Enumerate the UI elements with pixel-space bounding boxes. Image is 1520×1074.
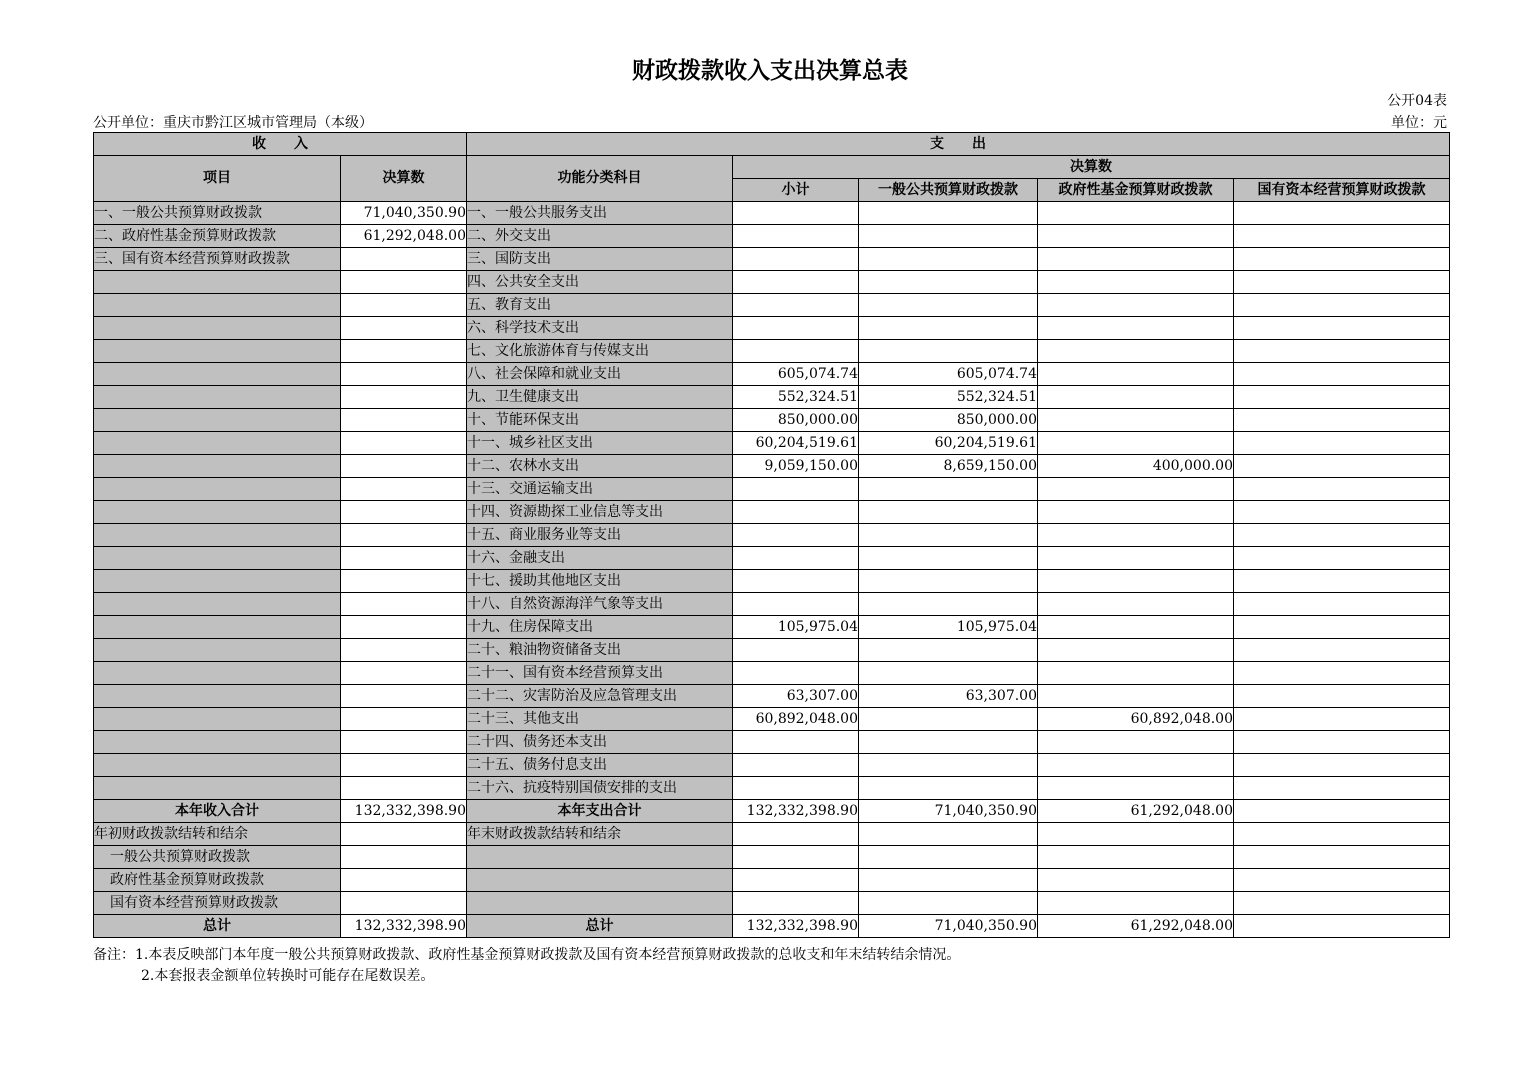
expense-state-capital — [1234, 524, 1450, 547]
table-row — [94, 386, 1450, 409]
table-row — [94, 409, 1450, 432]
carryover-expense-item — [467, 846, 733, 869]
income-total-amount: 132,332,398.90 — [341, 800, 467, 823]
expense-general — [859, 639, 1038, 662]
table-row — [94, 478, 1450, 501]
carryover-income-item: 年初财政拨款结转和结余 — [94, 823, 341, 846]
income-item — [94, 685, 341, 708]
income-item: 二、政府性基金预算财政拨款 — [94, 225, 341, 248]
income-item — [94, 455, 341, 478]
carryover-fund — [1038, 892, 1234, 915]
income-item — [94, 478, 341, 501]
expense-general — [859, 225, 1038, 248]
expense-fund — [1038, 432, 1234, 455]
income-amount: 71,040,350.90 — [341, 202, 467, 225]
expense-general — [859, 708, 1038, 731]
expense-subtotal: 552,324.51 — [733, 386, 859, 409]
expense-item: 七、文化旅游体育与传媒支出 — [467, 340, 733, 363]
expense-fund — [1038, 616, 1234, 639]
income-item — [94, 432, 341, 455]
income-amount — [341, 455, 467, 478]
note-1: 备注：1.本表反映部门本年度一般公共预算财政拨款、政府性基金预算财政拨款及国有资本经营预算财政拨款的总收支和年末结转结余情况。 — [93, 947, 961, 963]
table-row — [94, 202, 1450, 225]
header-row-1 — [94, 133, 1450, 156]
table-row — [94, 685, 1450, 708]
carryover-income-item: 一般公共预算财政拨款 — [94, 846, 341, 869]
expense-item: 二十三、其他支出 — [467, 708, 733, 731]
expense-subtotal — [733, 501, 859, 524]
carryover-expense-item — [467, 892, 733, 915]
expense-fund — [1038, 386, 1234, 409]
expense-fund — [1038, 570, 1234, 593]
income-amount — [341, 685, 467, 708]
carryover-general — [859, 846, 1038, 869]
table-row — [94, 225, 1450, 248]
carryover-expense-item — [467, 869, 733, 892]
expense-general — [859, 593, 1038, 616]
carryover-income-amount — [341, 869, 467, 892]
carryover-state-capital — [1234, 846, 1450, 869]
expense-general: 552,324.51 — [859, 386, 1038, 409]
expense-subtotal: 60,892,048.00 — [733, 708, 859, 731]
unit-row — [93, 112, 1447, 132]
expense-subtotal — [733, 294, 859, 317]
expense-item: 十四、资源勘探工业信息等支出 — [467, 501, 733, 524]
table-row — [94, 662, 1450, 685]
table-row — [94, 271, 1450, 294]
expense-state-capital — [1234, 731, 1450, 754]
expense-general — [859, 547, 1038, 570]
expense-item: 二、外交支出 — [467, 225, 733, 248]
income-item — [94, 363, 341, 386]
expense-item: 九、卫生健康支出 — [467, 386, 733, 409]
expense-item: 八、社会保障和就业支出 — [467, 363, 733, 386]
expense-fund — [1038, 777, 1234, 800]
income-amount — [341, 248, 467, 271]
carryover-row — [94, 892, 1450, 915]
expense-subtotal — [733, 271, 859, 294]
expense-state-capital — [1234, 593, 1450, 616]
carryover-general — [859, 892, 1038, 915]
table-number: 公开04表 — [1387, 93, 1447, 109]
carryover-income-item: 政府性基金预算财政拨款 — [94, 869, 341, 892]
income-amount — [341, 363, 467, 386]
expense-subtotal — [733, 524, 859, 547]
income-item — [94, 593, 341, 616]
expense-item: 十六、金融支出 — [467, 547, 733, 570]
table-row — [94, 616, 1450, 639]
expense-state-capital — [1234, 248, 1450, 271]
expense-fund — [1038, 409, 1234, 432]
expense-general — [859, 777, 1038, 800]
expense-state-capital — [1234, 547, 1450, 570]
expense-subtotal — [733, 570, 859, 593]
expense-item: 二十二、灾害防治及应急管理支出 — [467, 685, 733, 708]
expense-fund: 60,892,048.00 — [1038, 708, 1234, 731]
expense-fund — [1038, 317, 1234, 340]
expense-general — [859, 248, 1038, 271]
expense-subtotal: 63,307.00 — [733, 685, 859, 708]
expense-item: 六、科学技术支出 — [467, 317, 733, 340]
income-amount — [341, 593, 467, 616]
expense-fund — [1038, 478, 1234, 501]
expense-general: 105,975.04 — [859, 616, 1038, 639]
income-amount — [341, 271, 467, 294]
expense-state-capital — [1234, 409, 1450, 432]
expense-item: 十五、商业服务业等支出 — [467, 524, 733, 547]
expense-state-capital — [1234, 363, 1450, 386]
table-row — [94, 363, 1450, 386]
expense-general: 8,659,150.00 — [859, 455, 1038, 478]
expense-state-capital — [1234, 685, 1450, 708]
expense-general — [859, 294, 1038, 317]
expense-fund — [1038, 363, 1234, 386]
income-total-label: 总计 — [94, 915, 341, 938]
income-item — [94, 317, 341, 340]
expense-item: 二十、粮油物资储备支出 — [467, 639, 733, 662]
state-capital-header: 国有资本经营预算财政拨款 — [1234, 179, 1450, 202]
income-amount — [341, 294, 467, 317]
income-total-label: 本年收入合计 — [94, 800, 341, 823]
income-amount — [341, 317, 467, 340]
carryover-fund — [1038, 846, 1234, 869]
expense-state-capital — [1234, 317, 1450, 340]
expense-item: 十九、住房保障支出 — [467, 616, 733, 639]
income-item — [94, 570, 341, 593]
notes — [93, 945, 960, 987]
expense-fund: 400,000.00 — [1038, 455, 1234, 478]
expense-total-subtotal: 132,332,398.90 — [733, 800, 859, 823]
table-row — [94, 294, 1450, 317]
expense-subtotal: 105,975.04 — [733, 616, 859, 639]
income-amount — [341, 662, 467, 685]
income-item — [94, 662, 341, 685]
income-item: 一、一般公共预算财政拨款 — [94, 202, 341, 225]
income-amount — [341, 524, 467, 547]
carryover-state-capital — [1234, 869, 1450, 892]
income-header: 收 入 — [94, 133, 467, 156]
income-amount — [341, 570, 467, 593]
carryover-income-item: 国有资本经营预算财政拨款 — [94, 892, 341, 915]
carryover-row — [94, 846, 1450, 869]
expense-state-capital — [1234, 202, 1450, 225]
page-title: 财政拨款收入支出决算总表 — [632, 58, 908, 84]
expense-subtotal: 9,059,150.00 — [733, 455, 859, 478]
currency-unit: 单位：元 — [1391, 115, 1447, 131]
income-amount — [341, 386, 467, 409]
expense-subtotal — [733, 202, 859, 225]
final-amount-header: 决算数 — [341, 156, 467, 202]
expense-total-general: 71,040,350.90 — [859, 915, 1038, 938]
income-amount — [341, 639, 467, 662]
expense-item: 十、节能环保支出 — [467, 409, 733, 432]
income-item — [94, 524, 341, 547]
header-row-2 — [94, 156, 1450, 179]
expense-fund — [1038, 248, 1234, 271]
expense-state-capital — [1234, 501, 1450, 524]
budget-summary-table — [93, 132, 1450, 938]
grand-total-row — [94, 915, 1450, 938]
expense-state-capital — [1234, 570, 1450, 593]
income-item — [94, 616, 341, 639]
table-row — [94, 248, 1450, 271]
expense-general — [859, 731, 1038, 754]
expense-general — [859, 662, 1038, 685]
income-amount: 61,292,048.00 — [341, 225, 467, 248]
final-amount-group-header: 决算数 — [733, 156, 1450, 179]
income-item — [94, 271, 341, 294]
carryover-expense-item: 年末财政拨款结转和结余 — [467, 823, 733, 846]
expense-item: 二十六、抗疫特别国债安排的支出 — [467, 777, 733, 800]
expense-item: 十八、自然资源海洋气象等支出 — [467, 593, 733, 616]
expense-subtotal — [733, 478, 859, 501]
expense-state-capital — [1234, 432, 1450, 455]
expense-total-general: 71,040,350.90 — [859, 800, 1038, 823]
reporting-organization: 公开单位：重庆市黔江区城市管理局（本级） — [93, 115, 373, 131]
expense-item: 二十四、债务还本支出 — [467, 731, 733, 754]
income-item — [94, 639, 341, 662]
expense-general — [859, 570, 1038, 593]
expense-general — [859, 202, 1038, 225]
expense-general — [859, 754, 1038, 777]
carryover-state-capital — [1234, 892, 1450, 915]
expense-item: 二十五、债务付息支出 — [467, 754, 733, 777]
expense-total-label: 本年支出合计 — [467, 800, 733, 823]
carryover-fund — [1038, 823, 1234, 846]
expense-fund — [1038, 662, 1234, 685]
table-row — [94, 639, 1450, 662]
function-class-header: 功能分类科目 — [467, 156, 733, 202]
expense-state-capital — [1234, 754, 1450, 777]
expense-subtotal — [733, 639, 859, 662]
expense-subtotal: 850,000.00 — [733, 409, 859, 432]
expense-state-capital — [1234, 662, 1450, 685]
income-amount — [341, 340, 467, 363]
income-item — [94, 547, 341, 570]
carryover-subtotal — [733, 869, 859, 892]
income-item — [94, 386, 341, 409]
table-row — [94, 340, 1450, 363]
income-total-amount: 132,332,398.90 — [341, 915, 467, 938]
income-item: 三、国有资本经营预算财政拨款 — [94, 248, 341, 271]
income-amount — [341, 409, 467, 432]
expense-fund — [1038, 731, 1234, 754]
expense-fund — [1038, 754, 1234, 777]
carryover-subtotal — [733, 823, 859, 846]
expense-state-capital — [1234, 340, 1450, 363]
carryover-state-capital — [1234, 823, 1450, 846]
income-item — [94, 501, 341, 524]
carryover-general — [859, 823, 1038, 846]
income-amount — [341, 731, 467, 754]
income-item — [94, 409, 341, 432]
income-amount — [341, 478, 467, 501]
expense-subtotal — [733, 593, 859, 616]
income-amount — [341, 547, 467, 570]
expense-subtotal — [733, 317, 859, 340]
table-row — [94, 593, 1450, 616]
table-row — [94, 570, 1450, 593]
expense-subtotal — [733, 777, 859, 800]
expense-subtotal — [733, 731, 859, 754]
income-amount — [341, 708, 467, 731]
carryover-row — [94, 823, 1450, 846]
expense-fund — [1038, 294, 1234, 317]
expense-fund — [1038, 202, 1234, 225]
income-amount — [341, 777, 467, 800]
expense-state-capital — [1234, 455, 1450, 478]
expense-item: 四、公共安全支出 — [467, 271, 733, 294]
table-row — [94, 708, 1450, 731]
table-row — [94, 432, 1450, 455]
expense-general — [859, 340, 1038, 363]
carryover-income-amount — [341, 846, 467, 869]
year-total-row — [94, 800, 1450, 823]
expense-state-capital — [1234, 225, 1450, 248]
expense-fund — [1038, 639, 1234, 662]
expense-subtotal: 605,074.74 — [733, 363, 859, 386]
expense-state-capital — [1234, 708, 1450, 731]
expense-fund — [1038, 225, 1234, 248]
table-row — [94, 547, 1450, 570]
table-row — [94, 501, 1450, 524]
carryover-fund — [1038, 869, 1234, 892]
expense-state-capital — [1234, 639, 1450, 662]
expense-subtotal — [733, 248, 859, 271]
expense-state-capital — [1234, 616, 1450, 639]
expense-general — [859, 317, 1038, 340]
expense-total-subtotal: 132,332,398.90 — [733, 915, 859, 938]
carryover-income-amount — [341, 823, 467, 846]
expense-item: 五、教育支出 — [467, 294, 733, 317]
expense-general — [859, 524, 1038, 547]
income-item — [94, 340, 341, 363]
income-item — [94, 731, 341, 754]
expense-subtotal — [733, 662, 859, 685]
expense-item: 二十一、国有资本经营预算支出 — [467, 662, 733, 685]
table-row — [94, 754, 1450, 777]
expense-subtotal: 60,204,519.61 — [733, 432, 859, 455]
table-row — [94, 317, 1450, 340]
expense-total-label: 总计 — [467, 915, 733, 938]
expense-item: 十七、援助其他地区支出 — [467, 570, 733, 593]
expense-item: 十二、农林水支出 — [467, 455, 733, 478]
table-row — [94, 455, 1450, 478]
carryover-general — [859, 869, 1038, 892]
expense-total-fund: 61,292,048.00 — [1038, 915, 1234, 938]
income-item — [94, 777, 341, 800]
expense-total-fund: 61,292,048.00 — [1038, 800, 1234, 823]
subtotal-header: 小计 — [733, 179, 859, 202]
income-amount — [341, 616, 467, 639]
expense-general — [859, 271, 1038, 294]
carryover-subtotal — [733, 846, 859, 869]
expense-general: 850,000.00 — [859, 409, 1038, 432]
table-row — [94, 777, 1450, 800]
expense-item: 三、国防支出 — [467, 248, 733, 271]
item-header: 项目 — [94, 156, 341, 202]
expense-subtotal — [733, 754, 859, 777]
carryover-subtotal — [733, 892, 859, 915]
expense-state-capital — [1234, 777, 1450, 800]
general-budget-header: 一般公共预算财政拨款 — [859, 179, 1038, 202]
expense-fund — [1038, 593, 1234, 616]
expense-subtotal — [733, 340, 859, 363]
expense-total-state-capital — [1234, 915, 1450, 938]
expense-item: 一、一般公共服务支出 — [467, 202, 733, 225]
fund-budget-header: 政府性基金预算财政拨款 — [1038, 179, 1234, 202]
carryover-row — [94, 869, 1450, 892]
expense-header: 支 出 — [467, 133, 1450, 156]
expense-item: 十三、交通运输支出 — [467, 478, 733, 501]
expense-fund — [1038, 524, 1234, 547]
carryover-income-amount — [341, 892, 467, 915]
expense-fund — [1038, 547, 1234, 570]
expense-fund — [1038, 501, 1234, 524]
income-item — [94, 754, 341, 777]
expense-state-capital — [1234, 386, 1450, 409]
expense-fund — [1038, 271, 1234, 294]
income-amount — [341, 754, 467, 777]
expense-general: 60,204,519.61 — [859, 432, 1038, 455]
income-item — [94, 294, 341, 317]
expense-item: 十一、城乡社区支出 — [467, 432, 733, 455]
expense-state-capital — [1234, 478, 1450, 501]
expense-total-state-capital — [1234, 800, 1450, 823]
expense-state-capital — [1234, 271, 1450, 294]
expense-general — [859, 501, 1038, 524]
expense-fund — [1038, 685, 1234, 708]
expense-general — [859, 478, 1038, 501]
expense-fund — [1038, 340, 1234, 363]
table-row — [94, 731, 1450, 754]
note-2: 2.本套报表金额单位转换时可能存在尾数误差。 — [141, 968, 435, 984]
table-row — [94, 524, 1450, 547]
expense-subtotal — [733, 547, 859, 570]
expense-state-capital — [1234, 294, 1450, 317]
expense-general: 63,307.00 — [859, 685, 1038, 708]
income-amount — [341, 501, 467, 524]
expense-general: 605,074.74 — [859, 363, 1038, 386]
income-amount — [341, 432, 467, 455]
expense-subtotal — [733, 225, 859, 248]
income-item — [94, 708, 341, 731]
